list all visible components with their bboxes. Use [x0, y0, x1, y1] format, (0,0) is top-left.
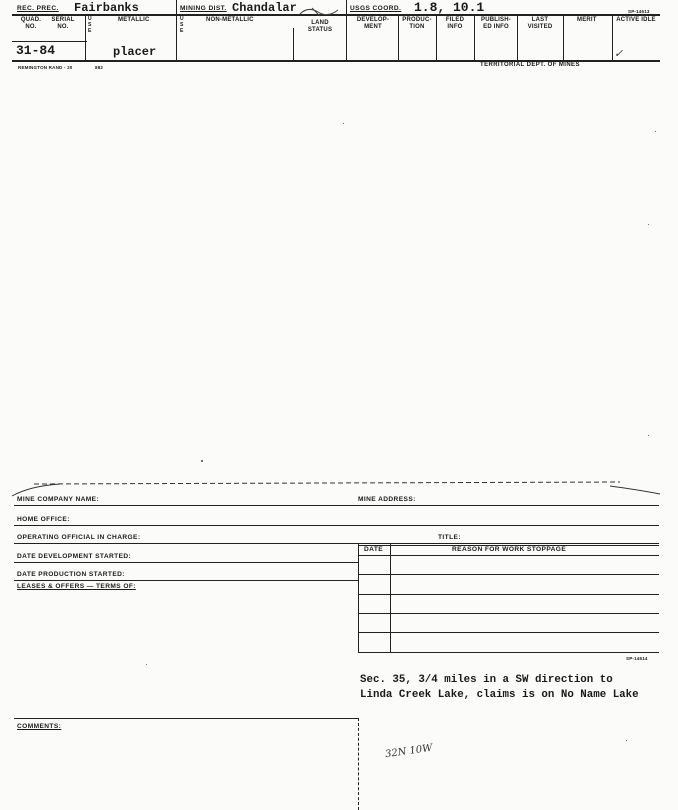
- col-filed-info: FILED INFO: [445, 17, 465, 30]
- col-land-status: LAND STATUS: [307, 20, 333, 33]
- col-metallic: METALLIC: [118, 17, 150, 23]
- col-merit: MERIT: [577, 17, 597, 23]
- date-header: DATE: [364, 546, 384, 553]
- date-production-label: DATE PRODUCTION STARTED:: [17, 571, 125, 578]
- mining-dist-label: MINING DIST.: [180, 5, 227, 12]
- mine-company-name-label: MINE COMPANY NAME:: [17, 496, 100, 503]
- col-published-info: PUBLISH-ED INFO: [481, 17, 511, 30]
- mining-dist-value: Chandalar: [232, 1, 297, 15]
- footer-code: 882: [95, 65, 104, 70]
- col-quad-no: QUAD. NO.: [20, 17, 42, 30]
- col-active-idle: ACTIVE IDLE: [616, 17, 656, 23]
- land-status-scribble: [298, 2, 346, 20]
- quad-serial-value: 31-84: [16, 43, 56, 58]
- mine-address-label: MINE ADDRESS:: [358, 496, 416, 503]
- col-non-metallic: NON-METALLIC: [206, 17, 254, 23]
- title-label: TITLE:: [438, 534, 461, 541]
- col-development: DEVELOP-MENT: [356, 17, 390, 30]
- col-production: PRODUC-TION: [402, 17, 432, 30]
- home-office-label: HOME OFFICE:: [17, 516, 70, 523]
- rec-prec-value: Fairbanks: [74, 1, 139, 15]
- col-use-b: USE: [180, 16, 184, 34]
- leases-label: LEASES & OFFERS — TERMS OF:: [17, 583, 136, 590]
- location-line-2: Linda Creek Lake, claims is on No Name Lake: [360, 689, 639, 701]
- footer-right: TERRITORIAL DEPT. OF MINES: [480, 62, 580, 68]
- date-development-label: DATE DEVELOPMENT STARTED:: [17, 553, 132, 560]
- card-edge: [0, 478, 678, 498]
- footer-left: REMINGTON RAND - 20: [18, 65, 73, 70]
- col-use-a: USE: [88, 16, 92, 34]
- active-idle-mark: ✓: [614, 47, 624, 60]
- usgs-coord-value: 1.8, 10.1: [414, 0, 485, 15]
- reason-header: REASON FOR WORK STOPPAGE: [452, 546, 567, 553]
- operating-official-label: OPERATING OFFICIAL IN CHARGE:: [17, 534, 141, 541]
- metallic-value: placer: [113, 45, 157, 59]
- comments-label: COMMENTS:: [17, 723, 62, 730]
- col-last-visited: LAST VISITED: [527, 17, 553, 30]
- speck: [201, 460, 203, 462]
- form-number-bottom: SP-14614: [626, 656, 648, 661]
- location-line-1: Sec. 35, 3/4 miles in a SW direction to: [360, 674, 613, 686]
- rec-prec-label: REC. PREC.: [17, 5, 59, 12]
- col-serial-no: SERIAL NO.: [51, 17, 75, 30]
- usgs-coord-label: USGS COORD.: [350, 5, 402, 12]
- form-number-top: SP-14613: [628, 9, 650, 14]
- handwritten-note: 32N 10W: [384, 742, 434, 761]
